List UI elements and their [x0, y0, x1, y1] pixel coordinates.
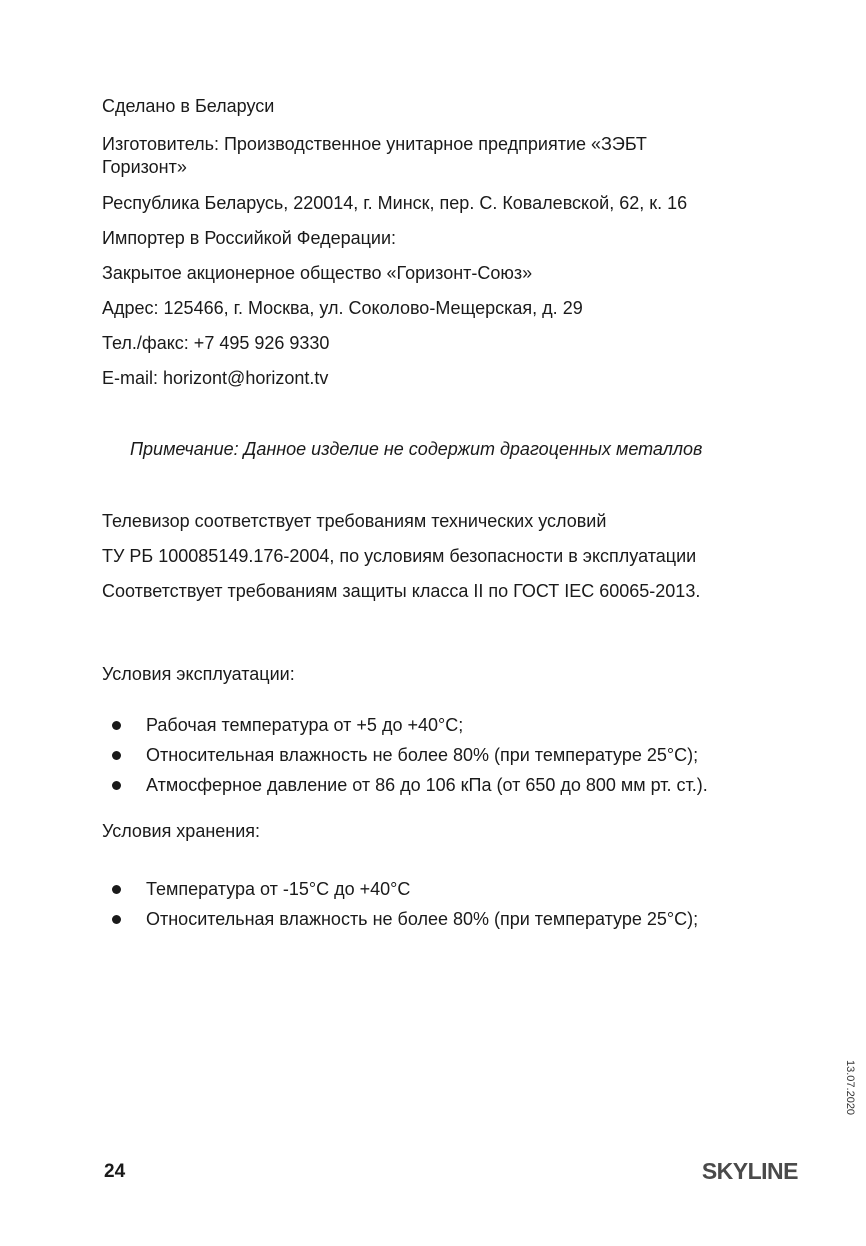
operating-conditions-heading: Условия эксплуатации:	[102, 664, 295, 684]
bullet-icon	[112, 885, 121, 894]
list-item-text: Рабочая температура от +5 до +40°С;	[146, 715, 464, 735]
bullet-icon	[112, 751, 121, 760]
compliance-line-1: Телевизор соответствует требованиям технических условий	[102, 511, 607, 531]
bullet-icon	[112, 721, 121, 730]
compliance-line-2: ТУ РБ 100085149.176-2004, по условиям безопасности в эксплуатации	[102, 546, 697, 566]
bullet-icon	[112, 915, 121, 924]
list-item-text: Температура от -15°С до +40°С	[146, 879, 411, 899]
importer-heading: Импортер в Российкой Федерации:	[102, 228, 397, 248]
importer-address: Адрес: 125466, г. Москва, ул. Соколово-Мещерская, д. 29	[102, 298, 583, 318]
list-item-text: Относительная влажность не более 80% (при температуре 25°С);	[146, 909, 699, 929]
manufacturer-line-2: Горизонт»	[102, 157, 187, 177]
email-text: E-mail: horizont@horizont.tv	[102, 368, 329, 388]
compliance-line-3: Соответствует требованиям защиты класса II по ГОСТ IEC 60065-2013.	[102, 581, 701, 601]
bullet-icon	[112, 781, 121, 790]
importer-name: Закрытое акционерное общество «Горизонт-Союз»	[102, 263, 533, 283]
precious-metals-note: Примечание: Данное изделие не содержит драгоценных металлов	[130, 439, 703, 459]
phone-fax: Тел./факс: +7 495 926 9330	[102, 333, 330, 353]
brand-logo: SKYLINE	[701, 1158, 798, 1184]
storage-conditions-heading: Условия хранения:	[102, 821, 261, 841]
manufacturer-line-1: Изготовитель: Производственное унитарное предприятие «ЗЭБТ	[102, 134, 647, 154]
page-number: 24	[104, 1161, 126, 1182]
list-item-text: Относительная влажность не более 80% (при температуре 25°С);	[146, 745, 699, 765]
manufacturer-address: Республика Беларусь, 220014, г. Минск, пер. С. Ковалевской, 62, к. 16	[102, 193, 688, 213]
made-in-text: Сделано в Беларуси	[102, 96, 275, 116]
list-item-text: Атмосферное давление от 86 до 106 кПа (от 650 до 800 мм рт. ст.).	[146, 775, 708, 795]
print-date: 13.07.2020	[844, 1060, 856, 1116]
